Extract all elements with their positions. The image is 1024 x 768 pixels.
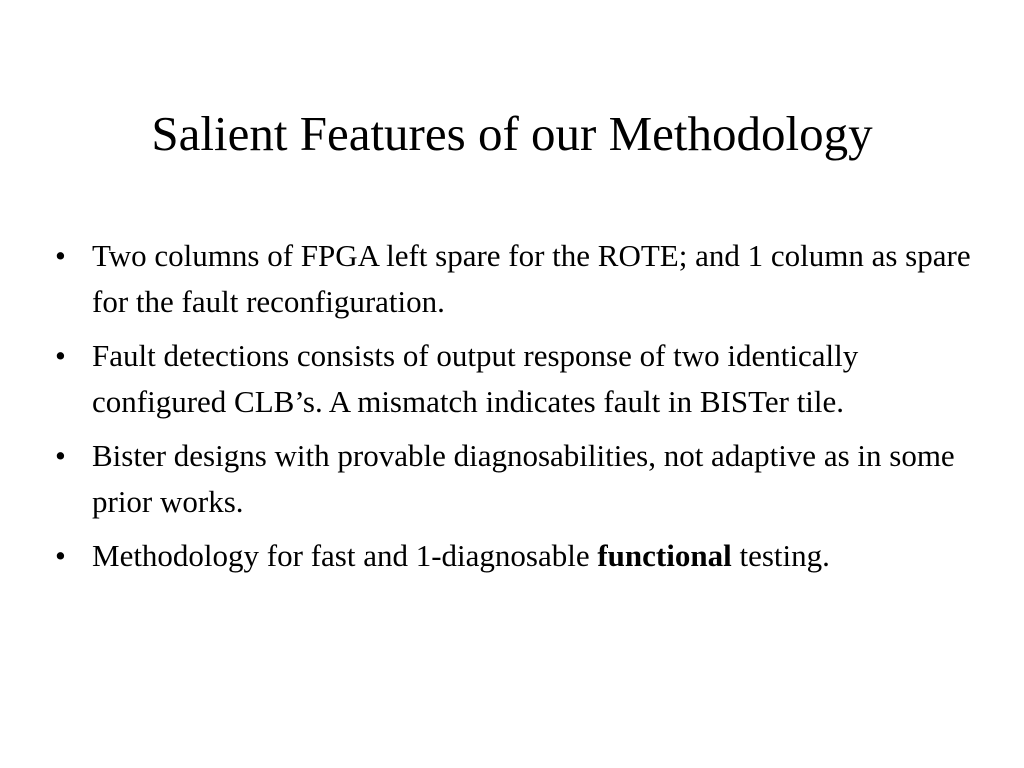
bullet-marker: • — [55, 338, 66, 373]
bullet-marker: • — [55, 238, 66, 273]
bullet-text-after: testing. — [731, 538, 830, 573]
bullet-item — [55, 533, 975, 579]
bullet-text: Two columns of FPGA left spare for the ROTE; and 1 column as spare for the fault reconfiguration. — [92, 238, 971, 319]
bullet-marker: • — [55, 538, 66, 573]
bullet-text: Fault detections consists of output response of two identically configured CLB’s. A mismatch indicates fault in BISTer tile. — [92, 338, 859, 419]
bullet-marker: • — [55, 438, 66, 473]
bullet-bold-term: functional — [597, 538, 732, 573]
bullet-item — [55, 233, 975, 325]
slide-title: Salient Features of our Methodology — [151, 106, 873, 161]
bullet-text-before: Methodology for fast and 1-diagnosable — [92, 538, 598, 573]
bullet-item — [55, 333, 975, 425]
bullet-item — [55, 433, 975, 525]
bullet-text: Bister designs with provable diagnosabilities, not adaptive as in some prior works. — [92, 438, 955, 519]
bullet-list — [55, 233, 975, 587]
